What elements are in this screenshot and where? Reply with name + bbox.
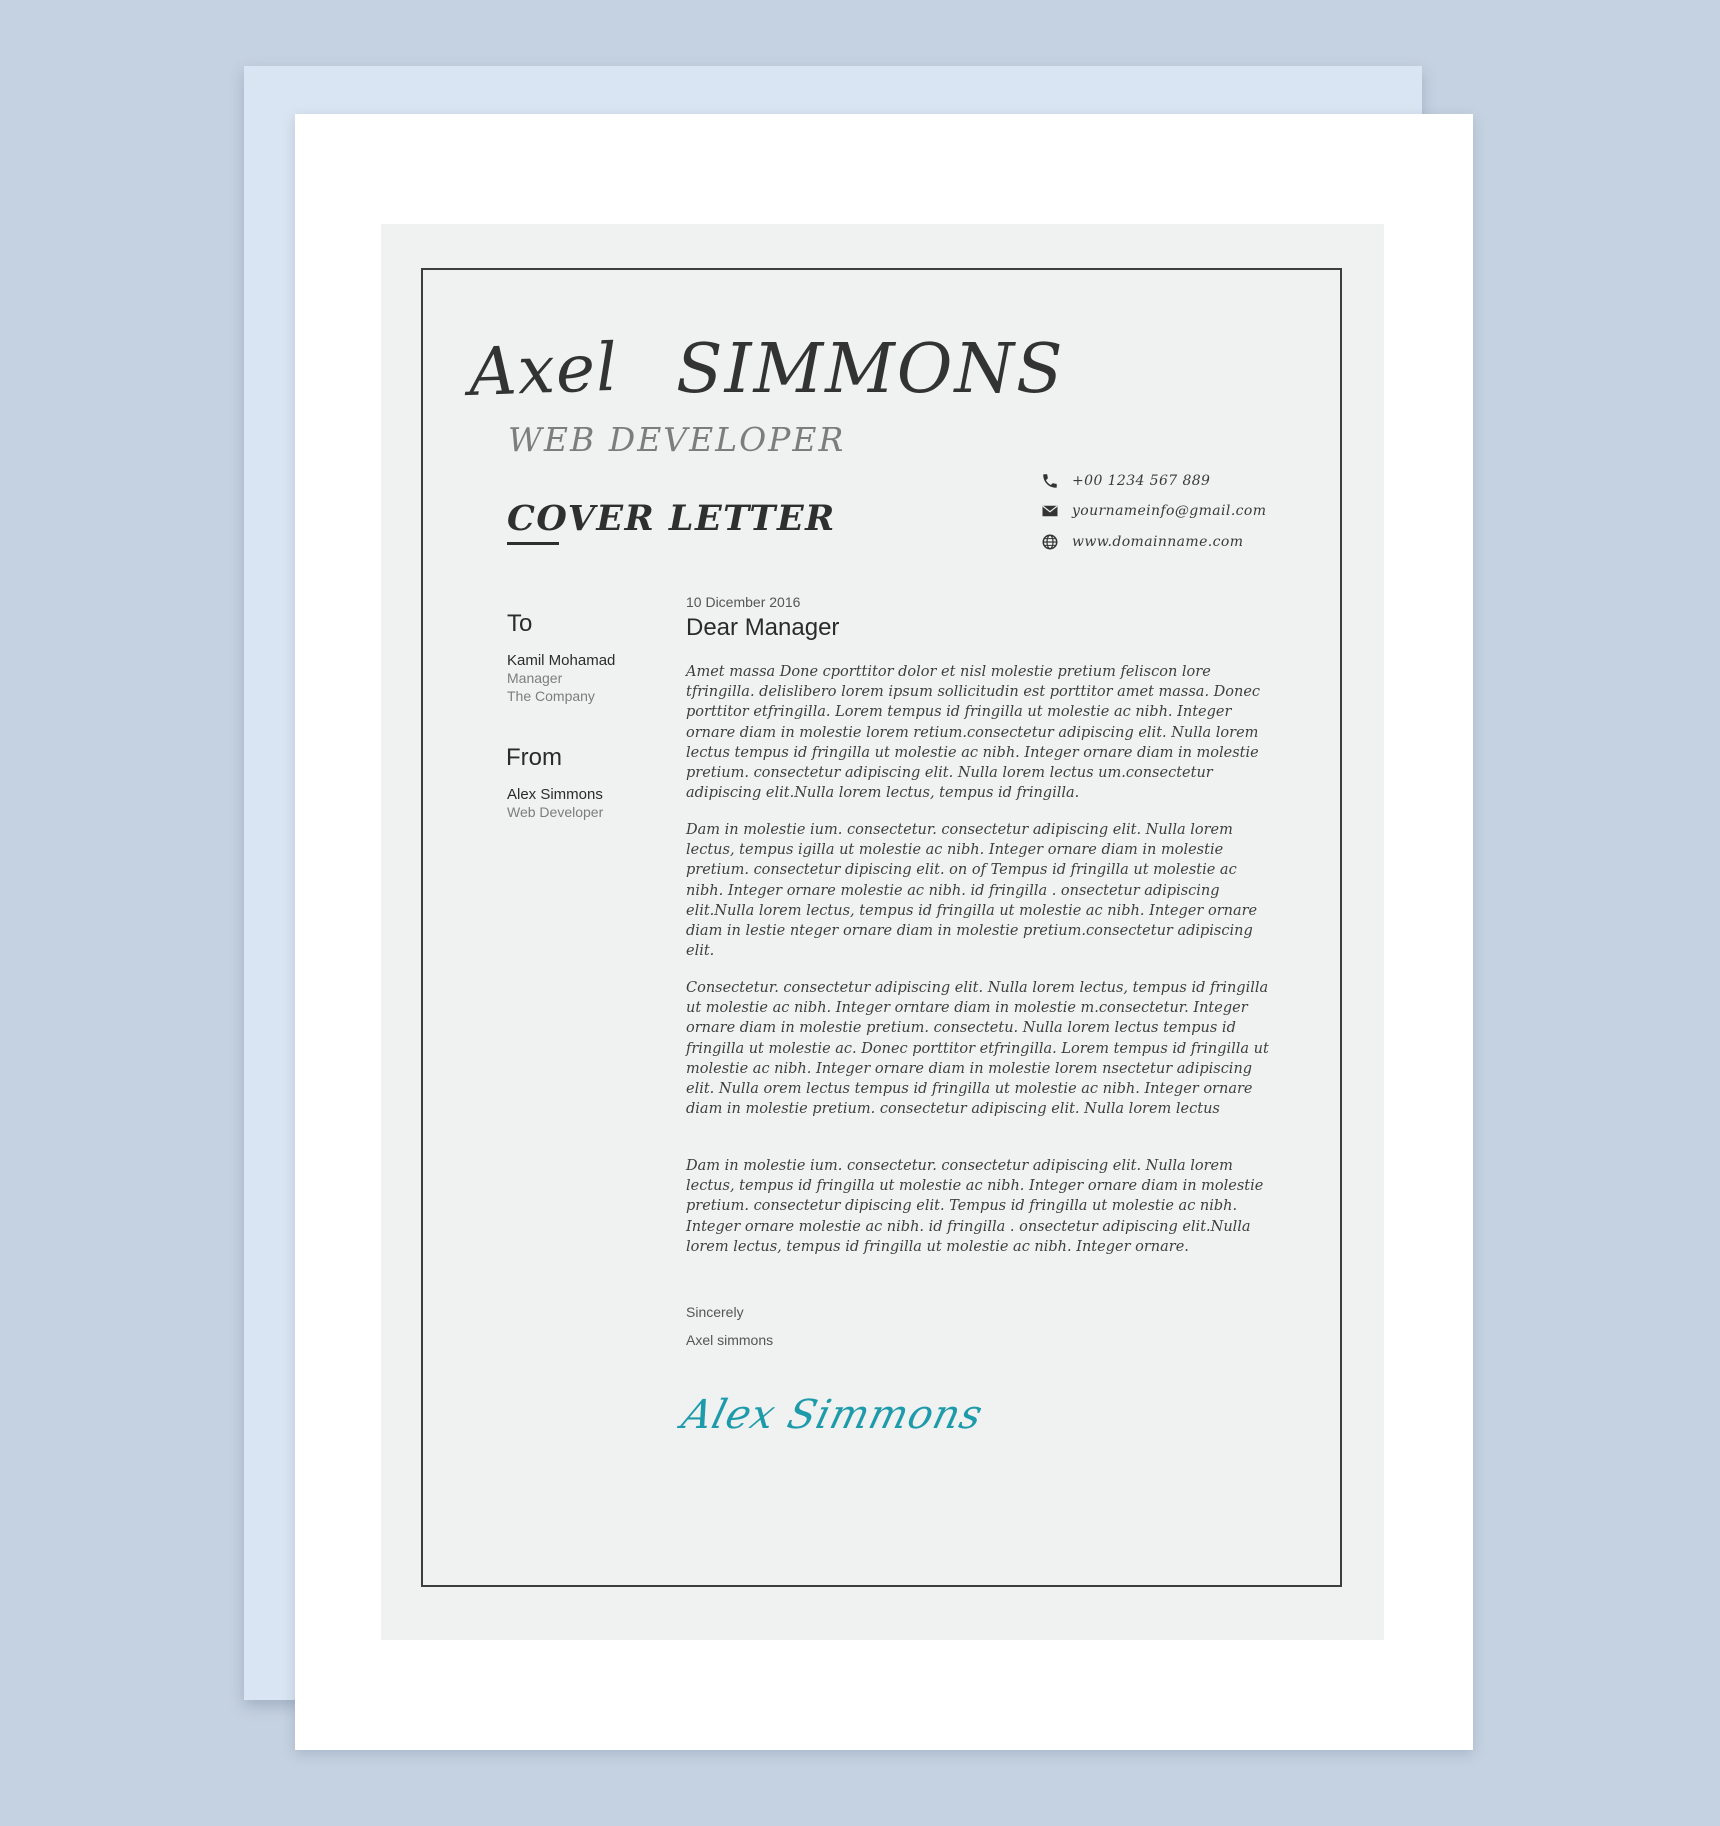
contact-phone	[1041, 472, 1210, 490]
contact-email	[1041, 502, 1266, 520]
job-title: WEB DEVELOPER	[508, 420, 846, 459]
letter-paragraph: Consectetur. consectetur adipiscing elit. Nulla lorem lectus, tempus id fringilla ut molestie ac nibh. Integer orntare diam in molestie m.consectetur. Integer ornare diam in molestie pretium. consectetu. Nulla lorem lectus tempus id fringilla ut molestie ac. Donec porttitor etfringilla. Lorem tempus id fringilla ut molestie ac nibh. Integer ornare diam in molestie lorem nsectetur adipiscing elit. Nulla orem lectus tempus id fringilla ut molestie ac nibh. Integer ornare diam in molestie pretium. consectetur adipiscing elit. Nulla lorem lectus	[686, 980, 1269, 1118]
recipient-role: Manager	[507, 670, 563, 686]
phone-number: +00 1234 567 889	[1072, 473, 1211, 489]
sender-heading: From	[506, 744, 562, 771]
letter-paragraph: Amet massa Done cporttitor dolor et nisl molestie pretium feliscon lore tfringilla. delislibero lorem ipsum sollicitudin est porttitor amet massa. Donec porttitor etfringilla. Lorem tempus id fringilla ut molestie ac nibh. Integer ornare diam in molestie lorem retium.consectetur adipiscing elit. Nulla lorem lectus tempus id fringilla ut molestie ac nibh. Integer ornare diam in molestie pretium. consectetur adipiscing elit. Nulla lorem lectus um.consectetur adipiscing elit.Nulla lorem lectus, tempus id fringilla.	[686, 664, 1261, 802]
recipient-name: Kamil Mohamad	[507, 652, 616, 669]
first-name: Axel	[467, 328, 620, 411]
phone-icon	[1041, 472, 1059, 490]
letter-date: 10 Dicember 2016	[686, 594, 801, 610]
envelope-icon	[1041, 502, 1059, 520]
cover-letter-document	[381, 224, 1384, 1640]
handwritten-signature: Alex Simmons	[677, 1392, 988, 1438]
front-paper-sheet	[295, 114, 1473, 1750]
letter-paragraph: Dam in molestie ium. consectetur. consectetur adipiscing elit. Nulla lorem lectus, tempus id fringilla ut molestie ac nibh. Integer ornare diam in molestie pretium. consectetur dipiscing elit. Tempus id fringilla ut molestie ac nibh. Integer ornare molestie ac nibh. id fringilla . onsectetur adipiscing elit.Nulla lorem lectus, tempus id fringilla ut molestie ac nibh. Integer ornare.	[686, 1158, 1264, 1255]
title-underline	[507, 542, 559, 545]
closing-text: Sincerely	[686, 1304, 744, 1320]
recipient-company: The Company	[507, 688, 595, 704]
signer-name: Axel simmons	[686, 1332, 774, 1348]
letter-paragraph: Dam in molestie ium. consectetur. consectetur adipiscing elit. Nulla lorem lectus, tempus igilla ut molestie ac nibh. Integer ornare diam in molestie pretium. consectetur dipiscing elit. on of Tempus id fringilla ut molestie ac nibh. Integer ornare molestie ac nibh. id fringilla . onsectetur adipiscing elit.Nulla lorem lectus, tempus id fringilla ut molestie ac nibh. Integer ornare diam in lestie nteger ornare diam in molestie pretium.consectetur adipiscing elit.	[686, 822, 1258, 960]
last-name: SIMMONS	[676, 330, 1065, 409]
sender-name: Alex Simmons	[507, 786, 603, 803]
letter-greeting: Dear Manager	[686, 614, 840, 641]
globe-icon	[1041, 533, 1059, 551]
cover-letter-title: COVER LETTER	[507, 498, 836, 539]
email-address: yournameinfo@gmail.com	[1072, 503, 1267, 519]
website-url: www.domainname.com	[1072, 534, 1244, 550]
recipient-heading: To	[507, 610, 533, 637]
sender-role: Web Developer	[507, 804, 604, 820]
contact-website	[1041, 533, 1243, 551]
